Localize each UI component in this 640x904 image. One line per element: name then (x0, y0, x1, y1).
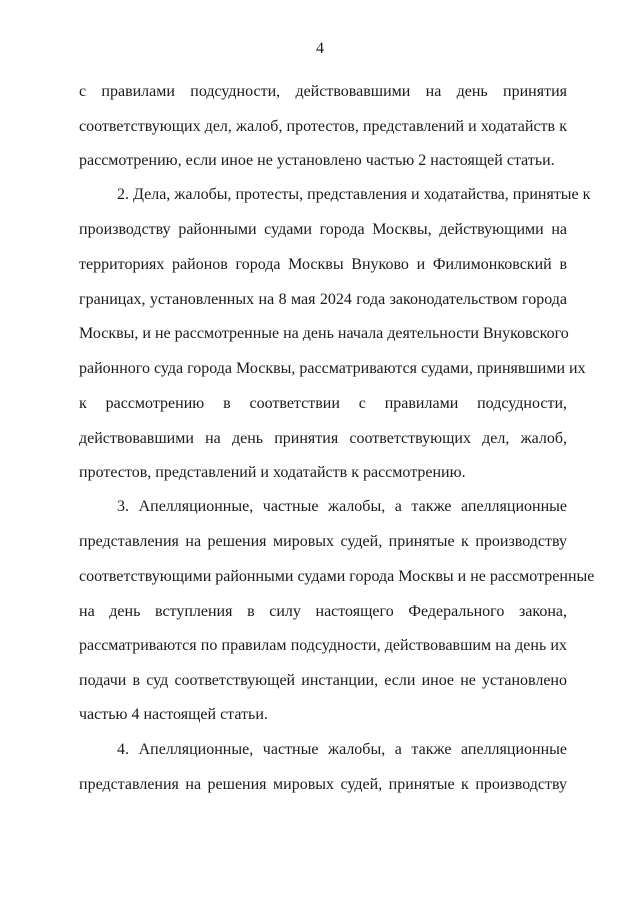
text-line: границах, установленных на 8 мая 2024 года законодательством города (79, 291, 567, 308)
text-line: районного суда города Москвы, рассматриваются судами, принявшими их (79, 360, 586, 377)
text-line: протестов, представлений и ходатайств к рассмотрению. (79, 464, 466, 481)
text-line: рассмотрению, если иное не установлено частью 2 настоящей статьи. (79, 152, 555, 169)
text-line: с правилами подсудности, действовавшими на день принятия (79, 83, 567, 100)
text-line: подачи в суд соответствующей инстанции, если иное не установлено (79, 672, 567, 689)
paragraph-start-line: 2. Дела, жалобы, протесты, представления и ходатайства, принятые к (117, 186, 591, 203)
text-line: представления на решения мировых судей, принятые к производству (79, 776, 567, 793)
text-line: Москвы, и не рассмотренные на день начала деятельности Внуковского (79, 325, 569, 342)
text-line: соответствующих дел, жалоб, протестов, представлений и ходатайств к (79, 118, 567, 135)
text-line: к рассмотрению в соответствии с правилами подсудности, (79, 395, 567, 412)
paragraph-start-line: 4. Апелляционные, частные жалобы, а также апелляционные (117, 741, 567, 758)
text-line: соответствующими районными судами города Москвы и не рассмотренные (79, 568, 595, 585)
paragraph-start-line: 3. Апелляционные, частные жалобы, а также апелляционные (117, 498, 567, 515)
text-line: действовавшими на день принятия соответствующих дел, жалоб, (79, 430, 567, 447)
text-line: территориях районов города Москвы Внуково и Филимонковский в (79, 256, 567, 273)
page-number: 4 (316, 40, 324, 57)
text-line: частью 4 настоящей статьи. (79, 706, 268, 723)
text-line: на день вступления в силу настоящего Федерального закона, (79, 603, 567, 620)
text-line: представления на решения мировых судей, принятые к производству (79, 533, 567, 550)
text-line: производству районными судами города Москвы, действующими на (79, 221, 567, 238)
text-line: рассматриваются по правилам подсудности, действовавшим на день их (79, 637, 567, 654)
